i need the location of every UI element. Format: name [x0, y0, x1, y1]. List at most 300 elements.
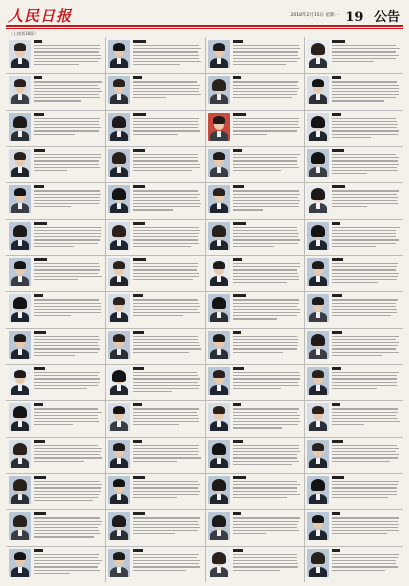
- text-line: [34, 239, 100, 240]
- text-line: [133, 385, 200, 386]
- entry-text-block: [133, 45, 201, 71]
- portrait-collar: [217, 530, 221, 536]
- announcement-entry: [205, 182, 304, 218]
- text-line: [332, 487, 397, 488]
- announcement-entry: [105, 146, 204, 182]
- text-line: [133, 190, 198, 191]
- text-line: [233, 408, 300, 409]
- text-line: [133, 517, 200, 518]
- text-line: [133, 451, 199, 452]
- text-line: [34, 94, 99, 95]
- portrait-collar: [316, 58, 320, 64]
- text-line: [332, 315, 391, 316]
- entry-name-placeholder: [34, 403, 43, 406]
- text-line: [332, 378, 397, 379]
- portrait-hair: [312, 443, 324, 451]
- announcement-entry: [205, 37, 304, 73]
- text-line: [332, 527, 398, 528]
- text-line: [133, 421, 199, 422]
- portrait-hair: [311, 152, 325, 164]
- text-line: [34, 494, 100, 495]
- portrait-collar: [316, 276, 320, 282]
- entry-name-placeholder: [34, 185, 44, 188]
- text-line: [133, 85, 200, 86]
- text-line: [34, 81, 102, 82]
- text-line: [34, 563, 100, 564]
- portrait-photo: [208, 549, 230, 577]
- text-line: [34, 276, 102, 277]
- entry-text-block: [233, 190, 301, 216]
- entry-text-block: [332, 45, 400, 71]
- text-line: [233, 118, 300, 119]
- text-line: [332, 94, 399, 95]
- text-line: [233, 170, 281, 171]
- text-line: [133, 45, 199, 46]
- portrait-collar: [316, 530, 320, 536]
- entry-name-placeholder: [332, 440, 343, 443]
- text-line: [34, 118, 100, 119]
- portrait-hair: [213, 152, 225, 160]
- portrait-hair: [13, 116, 27, 128]
- text-line: [34, 500, 93, 501]
- portrait-hair: [212, 479, 226, 491]
- text-line: [133, 448, 197, 449]
- text-line: [233, 309, 300, 310]
- portrait-photo: [208, 113, 230, 141]
- portrait-collar: [117, 567, 121, 573]
- entry-text-block: [133, 263, 201, 289]
- announcement-entry: [304, 291, 403, 327]
- text-line: [133, 491, 199, 492]
- text-line: [133, 203, 201, 204]
- text-line: [133, 121, 198, 122]
- text-line: [34, 352, 98, 353]
- entry-text-block: [133, 408, 201, 434]
- entry-name-placeholder: [133, 367, 144, 370]
- text-line: [133, 342, 199, 343]
- text-line: [34, 372, 100, 373]
- text-line: [34, 566, 98, 567]
- text-line: [133, 424, 179, 425]
- text-line: [133, 533, 175, 534]
- text-line: [133, 461, 177, 462]
- text-line: [233, 200, 301, 201]
- text-line: [332, 336, 400, 337]
- text-line: [332, 497, 388, 498]
- text-line: [133, 481, 198, 482]
- text-line: [332, 375, 397, 376]
- text-line: [233, 451, 301, 452]
- text-line: [133, 124, 198, 125]
- text-line: [34, 336, 99, 337]
- text-line: [34, 524, 101, 525]
- portrait-hair: [14, 334, 26, 342]
- text-line: [332, 91, 399, 92]
- text-line: [34, 48, 100, 49]
- portrait-photo: [208, 331, 230, 359]
- text-line: [233, 412, 298, 413]
- text-line: [332, 309, 397, 310]
- portrait-hair: [112, 188, 126, 200]
- text-line: [34, 378, 100, 379]
- entry-name-placeholder: [34, 258, 47, 261]
- announcement-entry: [6, 291, 105, 327]
- text-line: [233, 315, 297, 316]
- portrait-collar: [316, 94, 320, 100]
- text-line: [233, 236, 298, 237]
- portrait-collar: [117, 349, 121, 355]
- text-line: [34, 408, 98, 409]
- entry-name-placeholder: [332, 185, 345, 188]
- text-line: [34, 266, 100, 267]
- portrait-hair: [14, 552, 26, 560]
- text-line: [332, 306, 396, 307]
- announcement-entry: [304, 110, 403, 146]
- text-line: [133, 527, 200, 528]
- portrait-hair: [311, 225, 325, 237]
- text-line: [233, 339, 298, 340]
- text-line: [133, 58, 199, 59]
- text-line: [34, 200, 100, 201]
- text-line: [133, 209, 173, 210]
- announcement-entry: [205, 400, 304, 436]
- text-line: [233, 81, 299, 82]
- entry-name-placeholder: [34, 40, 42, 43]
- text-line: [233, 276, 300, 277]
- entry-text-block: [34, 263, 102, 289]
- portrait-collar: [217, 421, 221, 427]
- entry-name-placeholder: [133, 549, 143, 552]
- portrait-collar: [117, 167, 121, 173]
- portrait-collar: [217, 567, 221, 573]
- entry-name-placeholder: [34, 113, 44, 116]
- portrait-photo: [9, 113, 31, 141]
- announcement-entry: [6, 509, 105, 545]
- text-line: [133, 127, 198, 128]
- text-line: [233, 563, 299, 564]
- announcement-entry: [105, 219, 204, 255]
- portrait-photo: [9, 294, 31, 322]
- entry-text-block: [233, 517, 301, 543]
- text-line: [34, 263, 99, 264]
- portrait-collar: [316, 421, 320, 427]
- text-line: [133, 154, 197, 155]
- text-line: [233, 61, 298, 62]
- text-line: [332, 273, 399, 274]
- text-line: [233, 375, 300, 376]
- announcement-entry: [205, 219, 304, 255]
- entry-text-block: [233, 336, 301, 362]
- announcement-entry: [304, 182, 403, 218]
- portrait-photo: [208, 149, 230, 177]
- text-line: [34, 55, 101, 56]
- announcement-entry: [6, 37, 105, 73]
- text-line: [34, 517, 100, 518]
- text-line: [332, 457, 398, 458]
- portrait-photo: [208, 258, 230, 286]
- text-line: [233, 448, 300, 449]
- text-line: [332, 81, 398, 82]
- entry-name-placeholder: [133, 76, 142, 79]
- portrait-collar: [316, 349, 320, 355]
- portrait-collar: [18, 530, 22, 536]
- entry-text-block: [332, 227, 400, 253]
- text-line: [34, 487, 101, 488]
- text-line: [34, 521, 102, 522]
- portrait-collar: [316, 167, 320, 173]
- text-line: [133, 557, 197, 558]
- text-line: [233, 88, 299, 89]
- entry-text-block: [34, 517, 102, 543]
- portrait-hair: [112, 225, 126, 237]
- text-line: [133, 445, 198, 446]
- text-line: [133, 388, 198, 389]
- text-line: [332, 385, 397, 386]
- entry-text-block: [133, 299, 201, 325]
- text-line: [332, 530, 400, 531]
- text-line: [233, 382, 299, 383]
- announcement-entry: [205, 473, 304, 509]
- text-line: [332, 227, 400, 228]
- text-line: [133, 273, 198, 274]
- portrait-photo: [208, 222, 230, 250]
- text-line: [34, 236, 101, 237]
- text-line: [233, 424, 298, 425]
- text-line: [34, 190, 100, 191]
- portrait-collar: [217, 167, 221, 173]
- entry-name-placeholder: [34, 149, 45, 152]
- portrait-hair: [213, 406, 225, 414]
- text-line: [332, 127, 397, 128]
- portrait-hair: [14, 79, 26, 87]
- text-line: [133, 88, 199, 89]
- text-line: [332, 167, 398, 168]
- text-line: [34, 269, 100, 270]
- entry-text-block: [34, 227, 102, 253]
- text-line: [233, 481, 298, 482]
- text-line: [34, 233, 101, 234]
- announcement-entry: [6, 328, 105, 364]
- text-line: [133, 570, 186, 571]
- announcement-entry: [6, 73, 105, 109]
- portrait-photo: [9, 185, 31, 213]
- text-line: [332, 170, 398, 171]
- text-line: [233, 491, 297, 492]
- text-line: [233, 427, 283, 428]
- entry-text-block: [233, 554, 301, 580]
- text-line: [233, 154, 301, 155]
- entry-text-block: [133, 445, 201, 471]
- text-line: [133, 91, 199, 92]
- entry-name-placeholder: [34, 512, 46, 515]
- portrait-collar: [117, 312, 121, 318]
- portrait-hair: [212, 443, 226, 455]
- text-line: [332, 339, 396, 340]
- entry-text-block: [34, 372, 102, 398]
- entry-name-placeholder: [233, 40, 243, 43]
- portrait-collar: [316, 240, 320, 246]
- entry-text-block: [233, 45, 301, 71]
- entry-text-block: [34, 154, 102, 180]
- text-line: [34, 530, 99, 531]
- text-line: [233, 124, 299, 125]
- newspaper-logo: 人民日报: [8, 7, 73, 25]
- portrait-photo: [108, 258, 130, 286]
- entry-text-block: [233, 372, 301, 398]
- text-line: [34, 88, 100, 89]
- announcement-entry: [105, 37, 204, 73]
- announcement-entry: [304, 146, 403, 182]
- entry-name-placeholder: [133, 403, 142, 406]
- entry-text-block: [34, 445, 102, 471]
- text-line: [34, 415, 98, 416]
- portrait-hair: [14, 188, 26, 196]
- text-line: [233, 282, 287, 283]
- portrait-photo: [307, 258, 329, 286]
- portrait-photo: [307, 403, 329, 431]
- text-line: [332, 415, 397, 416]
- text-line: [133, 239, 198, 240]
- announcement-entry: [304, 473, 403, 509]
- portrait-collar: [217, 131, 221, 137]
- text-line: [133, 524, 199, 525]
- announcement-entry: [304, 37, 403, 73]
- portrait-hair: [113, 479, 125, 487]
- announcement-entry: [6, 437, 105, 473]
- text-line: [233, 533, 267, 534]
- portrait-collar: [18, 349, 22, 355]
- text-line: [133, 299, 198, 300]
- text-line: [133, 233, 199, 234]
- text-line: [34, 536, 94, 537]
- entry-text-block: [332, 336, 400, 362]
- text-line: [233, 388, 282, 389]
- portrait-collar: [316, 385, 320, 391]
- text-line: [233, 64, 287, 65]
- text-line: [233, 55, 299, 56]
- announcement-entry: [304, 328, 403, 364]
- text-line: [233, 570, 281, 571]
- entry-name-placeholder: [233, 113, 246, 116]
- portrait-hair: [311, 188, 325, 200]
- text-line: [133, 266, 198, 267]
- text-line: [34, 124, 99, 125]
- text-line: [332, 55, 399, 56]
- text-line: [34, 51, 99, 52]
- text-line: [233, 269, 298, 270]
- text-line: [34, 157, 101, 158]
- text-line: [34, 206, 71, 207]
- text-line: [233, 415, 300, 416]
- portrait-collar: [18, 458, 22, 464]
- portrait-collar: [217, 94, 221, 100]
- portrait-collar: [18, 94, 22, 100]
- text-line: [34, 445, 98, 446]
- text-line: [332, 451, 396, 452]
- text-line: [34, 418, 98, 419]
- entry-name-placeholder: [233, 440, 243, 443]
- text-line: [332, 88, 399, 89]
- entry-name-placeholder: [233, 294, 246, 297]
- portrait-hair: [212, 79, 226, 91]
- text-line: [233, 372, 299, 373]
- entry-text-block: [34, 81, 102, 107]
- text-line: [133, 279, 192, 280]
- text-line: [34, 127, 101, 128]
- announcement-entry: [105, 73, 204, 109]
- text-line: [133, 269, 197, 270]
- portrait-hair: [14, 152, 26, 160]
- announcement-entry: [6, 146, 105, 182]
- portrait-hair: [112, 116, 126, 128]
- text-line: [233, 164, 298, 165]
- text-line: [34, 167, 100, 168]
- masthead-rule: [6, 25, 403, 27]
- text-line: [133, 484, 200, 485]
- portrait-hair: [212, 297, 226, 309]
- text-line: [332, 230, 397, 231]
- portrait-collar: [316, 458, 320, 464]
- text-line: [332, 521, 398, 522]
- portrait-photo: [307, 549, 329, 577]
- entry-name-placeholder: [332, 40, 345, 43]
- portrait-photo: [307, 113, 329, 141]
- portrait-photo: [307, 512, 329, 540]
- text-line: [233, 190, 300, 191]
- announcement-entry: [6, 546, 105, 582]
- text-line: [133, 157, 198, 158]
- portrait-photo: [9, 331, 31, 359]
- entry-text-block: [332, 154, 400, 180]
- portrait-collar: [217, 276, 221, 282]
- text-line: [233, 312, 301, 313]
- text-line: [133, 263, 198, 264]
- text-line: [133, 276, 198, 277]
- entry-text-block: [233, 263, 301, 289]
- portrait-photo: [108, 549, 130, 577]
- portrait-hair: [213, 261, 225, 269]
- announcement-entry: [205, 437, 304, 473]
- portrait-collar: [117, 131, 121, 137]
- text-line: [34, 484, 102, 485]
- text-line: [133, 457, 200, 458]
- text-line: [34, 97, 100, 98]
- text-line: [233, 273, 298, 274]
- portrait-collar: [217, 385, 221, 391]
- text-line: [233, 94, 297, 95]
- text-line: [332, 563, 396, 564]
- text-line: [332, 124, 398, 125]
- text-line: [332, 173, 367, 174]
- entry-text-block: [233, 118, 301, 144]
- text-line: [332, 481, 399, 482]
- text-line: [34, 100, 81, 101]
- portrait-photo: [108, 185, 130, 213]
- portrait-collar: [117, 385, 121, 391]
- text-line: [34, 560, 102, 561]
- portrait-photo: [307, 40, 329, 68]
- portrait-photo: [307, 149, 329, 177]
- text-line: [133, 197, 198, 198]
- announcement-entry: [105, 182, 204, 218]
- entry-name-placeholder: [34, 331, 46, 334]
- announcement-entry: [304, 437, 403, 473]
- portrait-collar: [117, 276, 121, 282]
- portrait-collar: [217, 349, 221, 355]
- portrait-hair: [14, 43, 26, 51]
- entry-text-block: [34, 336, 102, 362]
- text-line: [133, 375, 198, 376]
